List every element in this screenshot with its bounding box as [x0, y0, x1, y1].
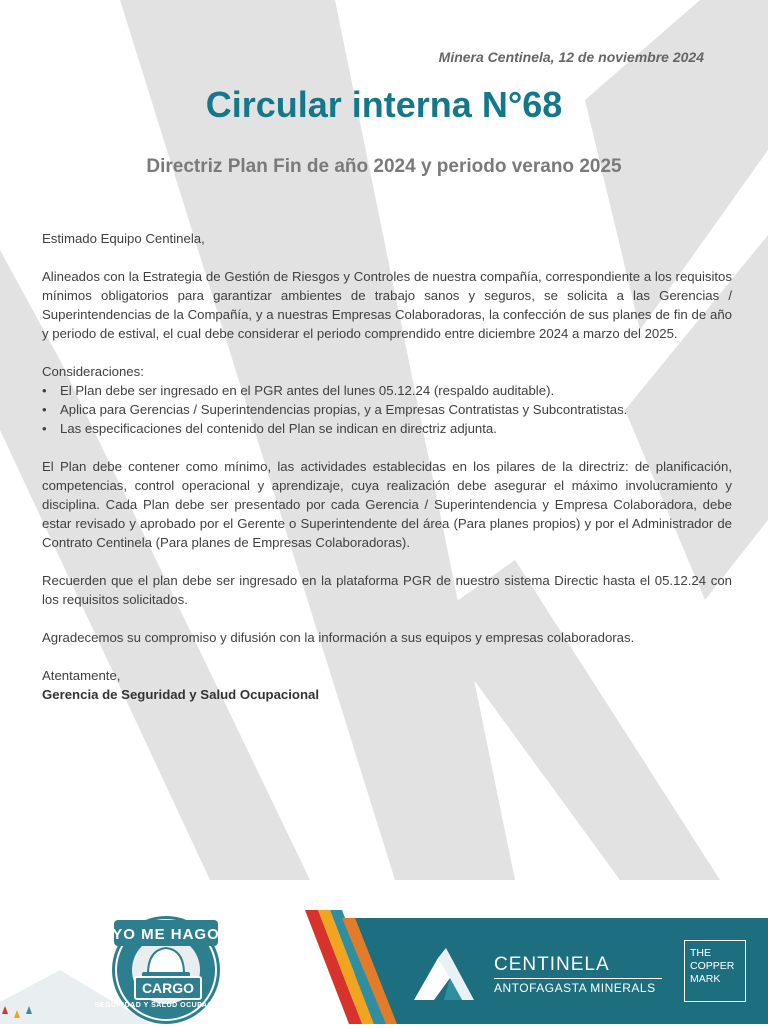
greeting: Estimado Equipo Centinela, [42, 231, 205, 246]
signer: Gerencia de Seguridad y Salud Ocupacional [42, 687, 320, 702]
considerations-list [42, 381, 732, 438]
bullet-icon: • [42, 402, 47, 417]
list-item: • Las especificaciones del contenido del Plan se indican en directriz adjunta. [42, 421, 497, 436]
list-item: • Aplica para Gerencias / Superintendencias propias, y a Empresas Contratistas y Subcontratistas. [42, 402, 628, 417]
considerations-label: Consideraciones: [42, 364, 144, 379]
badge-bottom-text: SEGURIDAD Y SALUD OCUPACIONAL [94, 1002, 238, 1009]
letter-body [42, 229, 732, 704]
requirements-paragraph: El Plan debe contener como mínimo, las actividades establecidas en los pilares de la directriz: de planificación, competencias, control operacional y aprendizaje, cuya realización debe asegurar el máximo involucramiento y disciplina. Cada Plan debe ser presentado por cada Gerencia / Superintendencia y Empresa Colaboradora, debe estar revisado y aprobado por el Gerente o Superintendente del área (Para planes propios) y por el Administrador de Contrato Centinela (Para planes de Empresas Colaboradoras). [42, 459, 732, 550]
bullet-icon: • [42, 383, 47, 398]
deadline-paragraph: Recuerden que el plan debe ser ingresado en la plataforma PGR de nuestro sistema Directic hasta el 05.12.24 con los requisitos solicitados. [42, 573, 732, 607]
brand-name: CENTINELA [494, 954, 610, 975]
brand-subtitle: ANTOFAGASTA MINERALS [494, 981, 656, 995]
intro-paragraph: Alineados con la Estrategia de Gestión de Riesgos y Controles de nuestra compañía, correspondiente a los requisitos mínimos obligatorios para garantizar ambientes de trabajo sanos y seguros, se solicita a las Gerencias / Superintendencias de la Compañía, y a nuestras Empresas Colaboradoras, la confección de sus planes de fin de año y periodo de estival, el cual debe considerar el periodo comprendido entre diciembre 2024 a marzo del 2025. [42, 269, 732, 341]
page-subtitle: Directriz Plan Fin de año 2024 y periodo verano 2025 [146, 156, 622, 177]
closing: Atentamente, [42, 668, 121, 683]
safety-badge [92, 912, 240, 1024]
copper-mark-logo: THE COPPER MARK [684, 940, 746, 1002]
bullet-icon: • [42, 421, 47, 436]
footer-banner [0, 910, 768, 1024]
list-item: • El Plan debe ser ingresado en el PGR antes del lunes 05.12.24 (respaldo auditable). [42, 383, 555, 398]
badge-top-text: YO ME HAGO [112, 926, 220, 943]
page-title: Circular interna N°68 [205, 84, 563, 125]
letter-date: Minera Centinela, 12 de noviembre 2024 [438, 49, 704, 65]
thanks-paragraph: Agradecemos su compromiso y difusión con la información a sus equipos y empresas colaboradoras. [42, 630, 635, 645]
badge-cargo-text: CARGO [134, 976, 202, 1000]
brand-divider [494, 978, 662, 979]
